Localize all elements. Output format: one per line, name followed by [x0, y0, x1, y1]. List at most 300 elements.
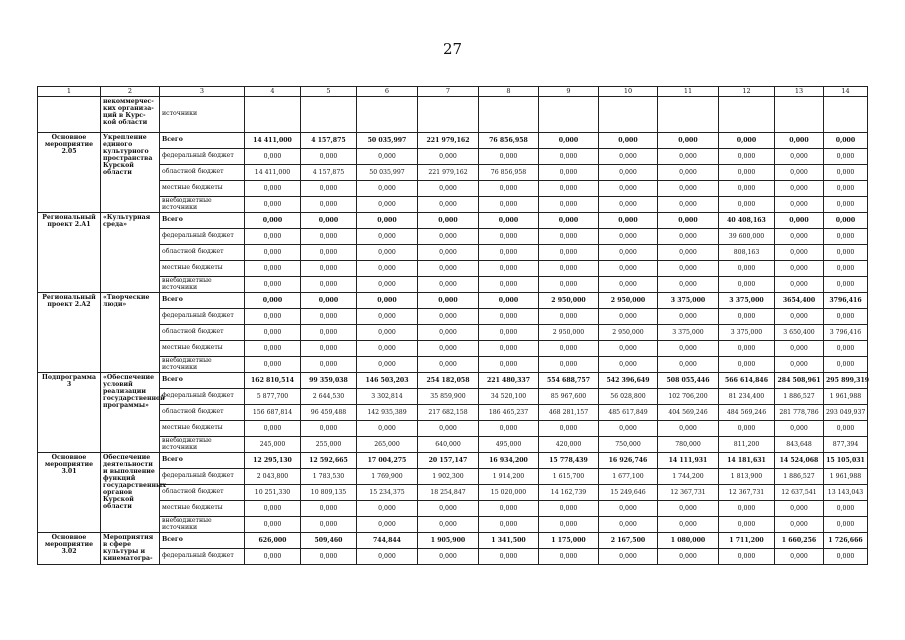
table-row	[38, 309, 868, 325]
amount-cell: 17 004,275	[357, 453, 418, 469]
amount-cell: 0,000	[301, 501, 357, 517]
amount-cell: 0,000	[824, 501, 868, 517]
amount-cell: 0,000	[599, 421, 658, 437]
funding-source: Всего	[160, 373, 245, 389]
amount-cell: 0,000	[357, 213, 418, 229]
amount-cell: 0,000	[245, 261, 301, 277]
amount-cell: 0,000	[357, 517, 418, 533]
funding-source: областной бюджет	[160, 165, 245, 181]
empty-cell	[301, 97, 357, 133]
amount-cell: 15 249,646	[599, 485, 658, 501]
amount-cell: 0,000	[539, 197, 599, 213]
amount-cell: 0,000	[824, 421, 868, 437]
amount-cell: 10 251,330	[245, 485, 301, 501]
amount-cell: 0,000	[301, 341, 357, 357]
amount-cell: 0,000	[357, 549, 418, 565]
funding-source: внебюджетные источники	[160, 517, 245, 533]
amount-cell: 0,000	[719, 133, 775, 149]
amount-cell: 254 182,058	[418, 373, 479, 389]
amount-cell: 281 778,786	[775, 405, 824, 421]
amount-cell: 0,000	[658, 549, 719, 565]
funding-source: областной бюджет	[160, 325, 245, 341]
amount-cell: 255,000	[301, 437, 357, 453]
amount-cell: 12 295,130	[245, 453, 301, 469]
amount-cell: 1 660,256	[775, 533, 824, 549]
table-row	[38, 229, 868, 245]
funding-source: внебюджетные источники	[160, 277, 245, 293]
amount-cell: 0,000	[539, 421, 599, 437]
amount-cell: 12 592,665	[301, 453, 357, 469]
empty-cell	[775, 97, 824, 133]
table-row	[38, 533, 868, 549]
empty-cell	[245, 97, 301, 133]
amount-cell: 0,000	[357, 341, 418, 357]
amount-cell: 3 375,000	[658, 325, 719, 341]
amount-cell: 0,000	[479, 229, 539, 245]
table-row	[38, 165, 868, 181]
funding-source: внебюджетные источники	[160, 437, 245, 453]
column-number: 1	[38, 87, 101, 97]
amount-cell: 640,000	[418, 437, 479, 453]
funding-source: местные бюджеты	[160, 421, 245, 437]
amount-cell: 750,000	[599, 437, 658, 453]
table-row	[38, 453, 868, 469]
amount-cell: 0,000	[357, 309, 418, 325]
column-number: 10	[599, 87, 658, 97]
amount-cell: 0,000	[479, 213, 539, 229]
amount-cell: 404 569,246	[658, 405, 719, 421]
amount-cell: 0,000	[539, 213, 599, 229]
funding-source: местные бюджеты	[160, 261, 245, 277]
amount-cell: 0,000	[301, 325, 357, 341]
amount-cell: 1 961,988	[824, 469, 868, 485]
amount-cell: 0,000	[418, 181, 479, 197]
amount-cell: 2 043,800	[245, 469, 301, 485]
amount-cell: 0,000	[479, 181, 539, 197]
amount-cell: 15 778,439	[539, 453, 599, 469]
amount-cell: 0,000	[301, 357, 357, 373]
table-row	[38, 149, 868, 165]
amount-cell: 0,000	[539, 357, 599, 373]
amount-cell: 12 367,731	[658, 485, 719, 501]
amount-cell: 0,000	[775, 517, 824, 533]
funding-source: федеральный бюджет	[160, 469, 245, 485]
column-number: 8	[479, 87, 539, 97]
amount-cell: 0,000	[418, 149, 479, 165]
amount-cell: 0,000	[775, 261, 824, 277]
amount-cell: 14 111,931	[658, 453, 719, 469]
amount-cell: 0,000	[357, 149, 418, 165]
funding-source: федеральный бюджет	[160, 309, 245, 325]
column-number: 7	[418, 87, 479, 97]
amount-cell: 102 706,200	[658, 389, 719, 405]
funding-source: внебюджетные источники	[160, 357, 245, 373]
amount-cell: 0,000	[301, 213, 357, 229]
amount-cell: 0,000	[418, 357, 479, 373]
amount-cell: 0,000	[599, 341, 658, 357]
amount-cell: 0,000	[539, 149, 599, 165]
amount-cell: 485 617,849	[599, 405, 658, 421]
amount-cell: 0,000	[479, 341, 539, 357]
amount-cell: 0,000	[245, 149, 301, 165]
funding-source: Всего	[160, 293, 245, 309]
table-row	[38, 437, 868, 453]
amount-cell: 0,000	[245, 549, 301, 565]
amount-cell: 39 600,000	[719, 229, 775, 245]
amount-cell: 0,000	[599, 181, 658, 197]
amount-cell: 1 744,200	[658, 469, 719, 485]
amount-cell: 0,000	[824, 261, 868, 277]
amount-cell: 156 687,814	[245, 405, 301, 421]
funding-source: внебюджетные источники	[160, 197, 245, 213]
amount-cell: 99 359,038	[301, 373, 357, 389]
amount-cell: 1 677,100	[599, 469, 658, 485]
amount-cell: 0,000	[719, 501, 775, 517]
amount-cell: 0,000	[357, 245, 418, 261]
amount-cell: 0,000	[824, 149, 868, 165]
amount-cell: 221 480,337	[479, 373, 539, 389]
amount-cell: 0,000	[599, 277, 658, 293]
amount-cell: 0,000	[824, 309, 868, 325]
amount-cell: 495,000	[479, 437, 539, 453]
amount-cell: 0,000	[245, 501, 301, 517]
amount-cell: 0,000	[775, 181, 824, 197]
amount-cell: 0,000	[301, 517, 357, 533]
amount-cell: 0,000	[539, 517, 599, 533]
amount-cell: 811,200	[719, 437, 775, 453]
amount-cell: 0,000	[301, 229, 357, 245]
amount-cell: 0,000	[479, 325, 539, 341]
amount-cell: 0,000	[824, 133, 868, 149]
empty-cell	[418, 97, 479, 133]
amount-cell: 16 926,746	[599, 453, 658, 469]
table-row	[38, 405, 868, 421]
amount-cell: 744,844	[357, 533, 418, 549]
amount-cell: 1 813,900	[719, 469, 775, 485]
column-number: 6	[357, 87, 418, 97]
amount-cell: 142 935,389	[357, 405, 418, 421]
amount-cell: 626,000	[245, 533, 301, 549]
budget-table	[37, 86, 868, 565]
column-number: 12	[719, 87, 775, 97]
amount-cell: 0,000	[599, 245, 658, 261]
amount-cell: 81 234,400	[719, 389, 775, 405]
amount-cell: 0,000	[658, 133, 719, 149]
amount-cell: 0,000	[658, 197, 719, 213]
amount-cell: 0,000	[719, 517, 775, 533]
amount-cell: 0,000	[479, 277, 539, 293]
amount-cell: 0,000	[479, 197, 539, 213]
amount-cell: 0,000	[824, 229, 868, 245]
amount-cell: 1 080,000	[658, 533, 719, 549]
amount-cell: 0,000	[301, 421, 357, 437]
amount-cell: 0,000	[479, 245, 539, 261]
amount-cell: 0,000	[245, 181, 301, 197]
amount-cell: 0,000	[658, 229, 719, 245]
amount-cell: 1 769,900	[357, 469, 418, 485]
amount-cell: 3 302,814	[357, 389, 418, 405]
amount-cell: 0,000	[775, 309, 824, 325]
table-row	[38, 293, 868, 309]
table-row	[38, 277, 868, 293]
amount-cell: 0,000	[479, 309, 539, 325]
amount-cell: 0,000	[301, 293, 357, 309]
amount-cell: 1 886,527	[775, 389, 824, 405]
table-row	[38, 261, 868, 277]
amount-cell: 12 637,541	[775, 485, 824, 501]
amount-cell: 780,000	[658, 437, 719, 453]
amount-cell: 0,000	[418, 245, 479, 261]
amount-cell: 0,000	[301, 149, 357, 165]
amount-cell: 0,000	[301, 261, 357, 277]
amount-cell: 0,000	[418, 197, 479, 213]
amount-cell: 96 459,488	[301, 405, 357, 421]
amount-cell: 0,000	[775, 197, 824, 213]
amount-cell: 3 375,000	[658, 293, 719, 309]
amount-cell: 0,000	[418, 261, 479, 277]
amount-cell: 0,000	[658, 421, 719, 437]
amount-cell: 2 950,000	[539, 325, 599, 341]
amount-cell: 0,000	[418, 421, 479, 437]
table-row	[38, 517, 868, 533]
amount-cell: 1 711,200	[719, 533, 775, 549]
item-name: Региональный проект 2.А2	[38, 293, 101, 373]
item-description: некоммерчес-ких организа-ций в Курс-кой области	[101, 97, 160, 133]
item-description: «Творческие люди»	[101, 293, 160, 373]
page-number: 27	[442, 40, 463, 58]
amount-cell: 554 688,757	[539, 373, 599, 389]
amount-cell: 10 809,135	[301, 485, 357, 501]
table-row	[38, 97, 868, 133]
amount-cell: 0,000	[824, 341, 868, 357]
amount-cell: 0,000	[418, 229, 479, 245]
item-description: «Обеспечение условий реализации государственной программы»	[101, 373, 160, 453]
amount-cell: 0,000	[658, 149, 719, 165]
amount-cell: 2 167,500	[599, 533, 658, 549]
amount-cell: 0,000	[245, 325, 301, 341]
amount-cell: 0,000	[479, 501, 539, 517]
amount-cell: 15 234,375	[357, 485, 418, 501]
amount-cell: 0,000	[418, 325, 479, 341]
amount-cell: 50 035,997	[357, 133, 418, 149]
amount-cell: 3654,400	[775, 293, 824, 309]
empty-cell	[539, 97, 599, 133]
amount-cell: 0,000	[418, 341, 479, 357]
amount-cell: 0,000	[245, 517, 301, 533]
amount-cell: 0,000	[775, 421, 824, 437]
funding-source: местные бюджеты	[160, 181, 245, 197]
amount-cell: 5 877,700	[245, 389, 301, 405]
funding-source: Всего	[160, 453, 245, 469]
empty-cell	[599, 97, 658, 133]
amount-cell: 0,000	[719, 357, 775, 373]
table-row	[38, 357, 868, 373]
amount-cell: 1 902,300	[418, 469, 479, 485]
amount-cell: 0,000	[539, 165, 599, 181]
amount-cell: 0,000	[599, 213, 658, 229]
amount-cell: 221 979,162	[418, 165, 479, 181]
amount-cell: 0,000	[775, 549, 824, 565]
amount-cell: 0,000	[301, 245, 357, 261]
funding-source: областной бюджет	[160, 485, 245, 501]
amount-cell: 265,000	[357, 437, 418, 453]
amount-cell: 2 644,530	[301, 389, 357, 405]
amount-cell: 0,000	[418, 501, 479, 517]
amount-cell: 0,000	[599, 165, 658, 181]
amount-cell: 0,000	[599, 501, 658, 517]
funding-source: областной бюджет	[160, 405, 245, 421]
item-description: Мероприятия в сфере культуры и кинематогра-	[101, 533, 160, 565]
item-name: Основное мероприятие 3.01	[38, 453, 101, 533]
amount-cell: 221 979,162	[418, 133, 479, 149]
column-number: 11	[658, 87, 719, 97]
table-row	[38, 133, 868, 149]
amount-cell: 420,000	[539, 437, 599, 453]
amount-cell: 12 367,731	[719, 485, 775, 501]
empty-cell	[719, 97, 775, 133]
amount-cell: 0,000	[357, 325, 418, 341]
amount-cell: 0,000	[418, 309, 479, 325]
amount-cell: 0,000	[775, 229, 824, 245]
amount-cell: 1 341,500	[479, 533, 539, 549]
amount-cell: 0,000	[719, 181, 775, 197]
column-number: 5	[301, 87, 357, 97]
table-row	[38, 421, 868, 437]
amount-cell: 0,000	[479, 149, 539, 165]
amount-cell: 0,000	[775, 501, 824, 517]
amount-cell: 0,000	[539, 181, 599, 197]
amount-cell: 217 682,158	[418, 405, 479, 421]
amount-cell: 0,000	[658, 341, 719, 357]
amount-cell: 0,000	[301, 197, 357, 213]
item-name: Подпрограмма 3	[38, 373, 101, 453]
amount-cell: 0,000	[301, 277, 357, 293]
amount-cell: 0,000	[479, 357, 539, 373]
amount-cell: 1 961,988	[824, 389, 868, 405]
amount-cell: 0,000	[245, 277, 301, 293]
amount-cell: 162 810,514	[245, 373, 301, 389]
amount-cell: 34 520,100	[479, 389, 539, 405]
funding-source: местные бюджеты	[160, 341, 245, 357]
amount-cell: 0,000	[719, 165, 775, 181]
item-name: Региональный проект 2.А1	[38, 213, 101, 293]
amount-cell: 0,000	[658, 181, 719, 197]
amount-cell: 0,000	[824, 357, 868, 373]
amount-cell: 0,000	[539, 229, 599, 245]
amount-cell: 0,000	[357, 501, 418, 517]
amount-cell: 35 859,900	[418, 389, 479, 405]
funding-source: федеральный бюджет	[160, 549, 245, 565]
amount-cell: 0,000	[599, 517, 658, 533]
amount-cell: 877,394	[824, 437, 868, 453]
amount-cell: 0,000	[599, 549, 658, 565]
amount-cell: 3 375,000	[719, 325, 775, 341]
amount-cell: 0,000	[658, 165, 719, 181]
empty-cell	[479, 97, 539, 133]
amount-cell: 3796,416	[824, 293, 868, 309]
table-row	[38, 213, 868, 229]
amount-cell: 0,000	[824, 197, 868, 213]
funding-source: областной бюджет	[160, 245, 245, 261]
column-number: 2	[101, 87, 160, 97]
amount-cell: 0,000	[599, 357, 658, 373]
amount-cell: 0,000	[824, 181, 868, 197]
amount-cell: 0,000	[658, 501, 719, 517]
amount-cell: 0,000	[357, 229, 418, 245]
column-number: 14	[824, 87, 868, 97]
amount-cell: 0,000	[479, 421, 539, 437]
amount-cell: 50 035,997	[357, 165, 418, 181]
amount-cell: 1 783,530	[301, 469, 357, 485]
amount-cell: 0,000	[658, 309, 719, 325]
amount-cell: 1 615,700	[539, 469, 599, 485]
amount-cell: 0,000	[301, 181, 357, 197]
amount-cell: 0,000	[719, 261, 775, 277]
amount-cell: 0,000	[719, 197, 775, 213]
amount-cell: 0,000	[479, 517, 539, 533]
amount-cell: 146 503,203	[357, 373, 418, 389]
amount-cell: 0,000	[245, 197, 301, 213]
amount-cell: 0,000	[357, 197, 418, 213]
amount-cell: 0,000	[418, 213, 479, 229]
table-row	[38, 501, 868, 517]
amount-cell: 76 856,958	[479, 165, 539, 181]
amount-cell: 0,000	[719, 421, 775, 437]
empty-cell	[38, 97, 101, 133]
amount-cell: 13 143,043	[824, 485, 868, 501]
amount-cell: 509,460	[301, 533, 357, 549]
amount-cell: 0,000	[418, 517, 479, 533]
amount-cell: 0,000	[658, 245, 719, 261]
amount-cell: 0,000	[245, 229, 301, 245]
amount-cell: 0,000	[357, 261, 418, 277]
amount-cell: 284 508,961	[775, 373, 824, 389]
amount-cell: 0,000	[658, 357, 719, 373]
amount-cell: 0,000	[357, 181, 418, 197]
table-row	[38, 389, 868, 405]
amount-cell: 186 465,237	[479, 405, 539, 421]
amount-cell: 3 375,000	[719, 293, 775, 309]
amount-cell: 0,000	[775, 149, 824, 165]
amount-cell: 0,000	[539, 133, 599, 149]
amount-cell: 542 396,649	[599, 373, 658, 389]
amount-cell: 0,000	[719, 277, 775, 293]
amount-cell: 15 020,000	[479, 485, 539, 501]
amount-cell: 1 175,000	[539, 533, 599, 549]
amount-cell: 293 049,937	[824, 405, 868, 421]
amount-cell: 0,000	[539, 341, 599, 357]
amount-cell: 468 281,157	[539, 405, 599, 421]
amount-cell: 0,000	[599, 229, 658, 245]
amount-cell: 0,000	[245, 421, 301, 437]
amount-cell: 295 899,319	[824, 373, 868, 389]
table-row	[38, 341, 868, 357]
amount-cell: 0,000	[719, 309, 775, 325]
amount-cell: 0,000	[539, 309, 599, 325]
amount-cell: 0,000	[824, 277, 868, 293]
amount-cell: 14 411,000	[245, 165, 301, 181]
amount-cell: 1 905,900	[418, 533, 479, 549]
amount-cell: 0,000	[658, 213, 719, 229]
amount-cell: 40 408,163	[719, 213, 775, 229]
column-number: 9	[539, 87, 599, 97]
amount-cell: 0,000	[824, 549, 868, 565]
amount-cell: 14 181,631	[719, 453, 775, 469]
amount-cell: 0,000	[658, 277, 719, 293]
amount-cell: 0,000	[245, 213, 301, 229]
item-name: Основное мероприятие 2.05	[38, 133, 101, 213]
funding-source: Всего	[160, 133, 245, 149]
